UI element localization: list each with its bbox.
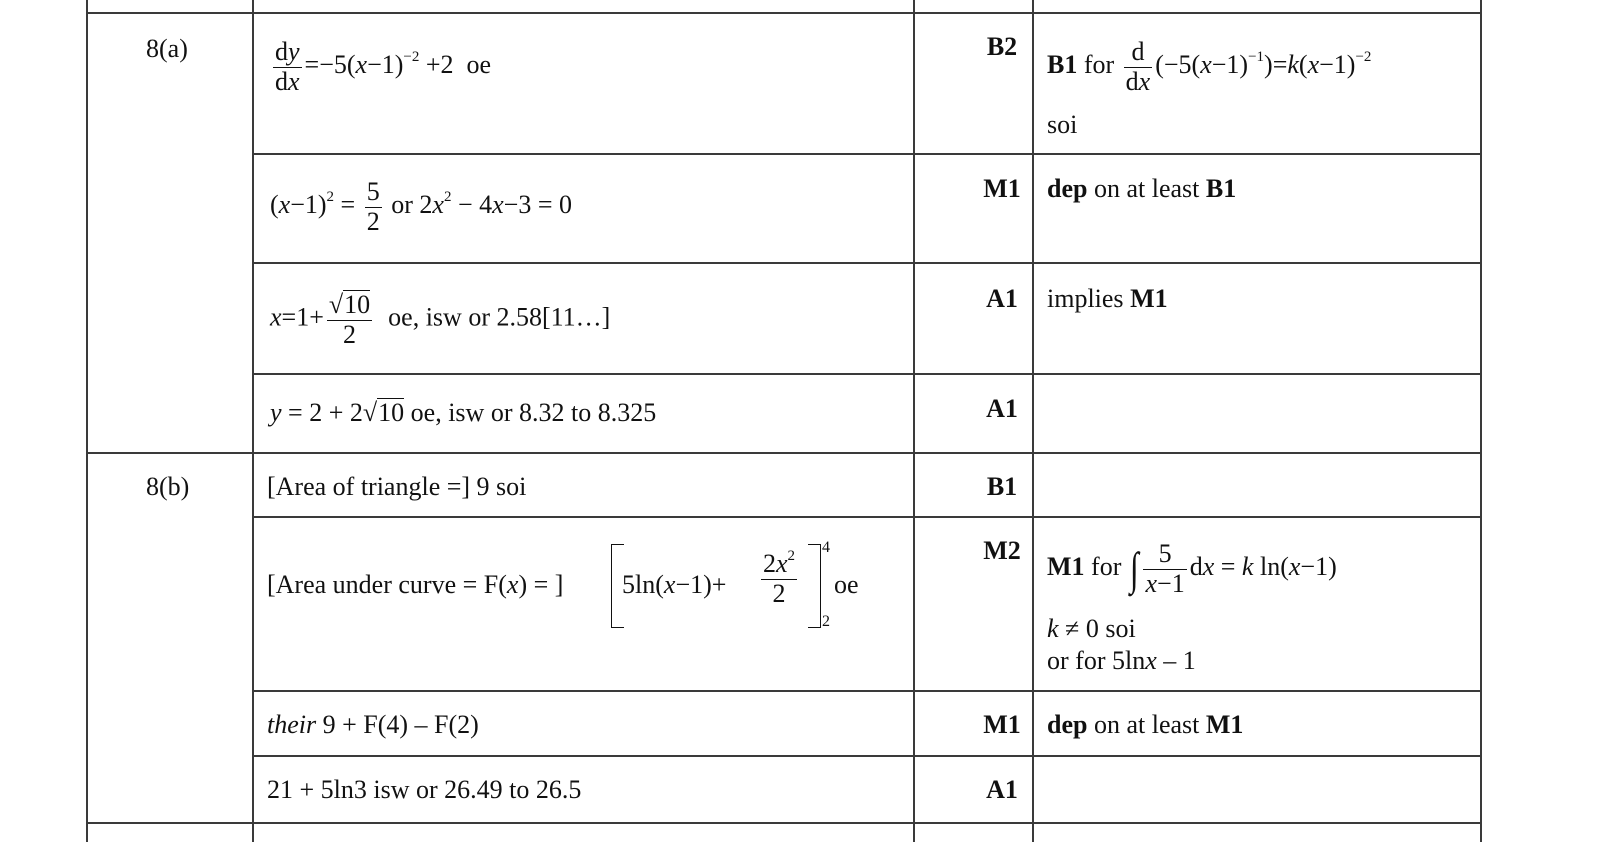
mark-row4: A1 — [986, 394, 1018, 423]
right-bracket — [808, 544, 821, 628]
guidance-row1-soi: soi — [1047, 110, 1078, 139]
mark-row3: A1 — [986, 284, 1018, 313]
answer-derivative: $\frac{dy}{dx}$ $=-5(x-1)^{-2} +2$ oe — [275, 37, 492, 96]
guidance-row3: implies M1 — [1047, 284, 1168, 313]
antiderivative-fraction: $\frac{2x^2}{2}$ — [763, 548, 796, 608]
answer-final: 21 + 5ln3 isw or 26.49 to 26.5 — [267, 775, 582, 804]
mark-row7: M1 — [983, 710, 1021, 739]
question-label-8b: 8(b) — [146, 472, 190, 501]
question-label-8a: 8(a) — [146, 34, 188, 63]
lower-limit: 2 — [822, 613, 830, 630]
answer-antiderivative: 5ln(x−1)+ — [622, 570, 727, 599]
answer-quadratic: $(x-1)^2$ = $\frac{5}{2}$ or $2x^2 - 4x-3 = 0$ — [270, 177, 572, 236]
mark-row5: B1 — [986, 472, 1018, 501]
answer-triangle-area: [Area of triangle =] 9 soi — [267, 472, 527, 501]
guidance-row6-line2: k ≠ 0 soi — [1047, 614, 1136, 643]
upper-limit: 4 — [822, 539, 830, 556]
answer-row6-oe: oe — [834, 570, 859, 599]
answer-area-under-curve-prefix: [Area under curve = F(x) = ] — [267, 570, 564, 599]
guidance-row7: dep on at least M1 — [1047, 710, 1244, 739]
mark-row8: A1 — [986, 775, 1018, 804]
guidance-row6-line3: or for 5lnx – 1 — [1047, 646, 1196, 675]
mark-row2: M1 — [983, 174, 1021, 203]
answer-y-value: y = 2 + 2√10 oe, isw or 8.32 to 8.325 — [270, 398, 657, 427]
mark-row1: B2 — [986, 32, 1018, 61]
guidance-row1: B1 for $\frac{d}{dx}$ $(-5(x-1)^{-1})=k(x-1)^{-2}$ — [1047, 37, 1372, 96]
answer-row7: their 9 + F(4) – F(2) — [267, 710, 479, 739]
guidance-row6: M1 for ∫ $\frac{5}{x-1}$ dx = k ln(x−1) — [1047, 539, 1337, 598]
answer-x-value: x=1+ $\frac{√10}{2}$ oe, isw or 2.58[11…] — [270, 290, 611, 349]
mark-row6: M2 — [983, 536, 1021, 565]
guidance-row2: dep on at least B1 — [1047, 174, 1237, 203]
